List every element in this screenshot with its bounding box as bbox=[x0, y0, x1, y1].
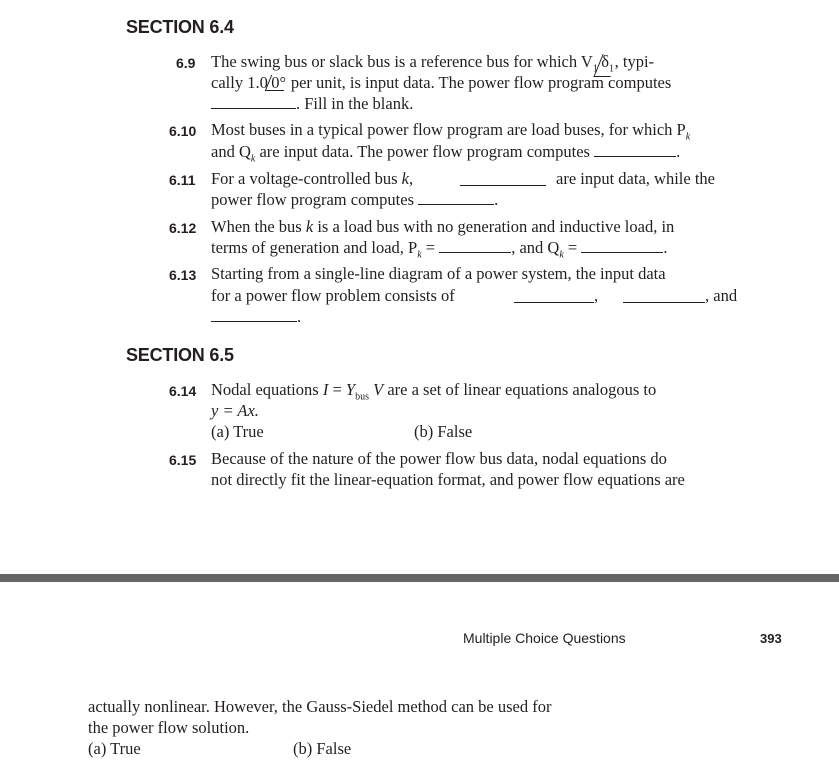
question-6-9-line-2: cally 1.0 0° per unit, is input data. The power flow program computes bbox=[211, 73, 672, 92]
question-6-11-line-1b: are input data, while the bbox=[556, 169, 715, 188]
comma: , bbox=[594, 286, 599, 305]
question-number-6-10: 6.10 bbox=[169, 123, 197, 139]
angle-symbol: $\delta_1$ bbox=[593, 54, 619, 77]
question-6-12-line-2: terms of generation and load, $P_k$ = , and $Q_k$ = . bbox=[211, 238, 668, 261]
option-a-true[interactable]: (a) True bbox=[88, 739, 141, 758]
question-6-13-line-1: Starting from a single-line diagram of a power system, the input data bbox=[211, 264, 666, 283]
section-6-5-heading: SECTION 6.5 bbox=[126, 345, 234, 365]
question-number-6-14: 6.14 bbox=[169, 383, 197, 399]
question-number-6-12: 6.12 bbox=[169, 220, 197, 236]
answer-blank bbox=[623, 302, 705, 303]
question-6-10-line-1: Most buses in a typical power flow program are load buses, for which $P_k$ bbox=[211, 120, 691, 143]
answer-blank bbox=[418, 190, 494, 205]
question-6-11-line-1a: For a voltage-controlled bus k, bbox=[211, 169, 414, 188]
answer-blank bbox=[514, 302, 594, 303]
question-6-14-line-1: Nodal equations $I = Y_{bus}$ V are a set of linear equations analogous to bbox=[211, 380, 657, 403]
question-6-9-line-3: . Fill in the blank. bbox=[211, 94, 413, 114]
question-number-6-15: 6.15 bbox=[169, 452, 197, 468]
angle-symbol: 0° bbox=[265, 75, 290, 91]
question-6-15-line-2: not directly fit the linear-equation format, and power flow equations are bbox=[211, 470, 685, 489]
answer-blank bbox=[581, 238, 663, 253]
question-6-14-line-2: y = Ax. bbox=[211, 401, 259, 420]
question-6-10-line-2: and $Q_k$ are input data. The power flow program computes . bbox=[211, 142, 681, 165]
option-b-false[interactable]: (b) False bbox=[414, 422, 473, 441]
and-text: , and bbox=[705, 286, 738, 305]
question-number-6-13: 6.13 bbox=[169, 267, 197, 283]
answer-blank bbox=[211, 94, 296, 109]
page-number: 393 bbox=[760, 631, 782, 646]
answer-blank bbox=[460, 185, 546, 186]
option-a-true[interactable]: (a) True bbox=[211, 422, 264, 441]
question-6-12-line-1: When the bus k is a load bus with no generation and inductive load, in bbox=[211, 217, 675, 236]
continued-line-1: actually nonlinear. However, the Gauss-Siedel method can be used for bbox=[88, 697, 552, 716]
question-6-13-line-2a: for a power flow problem consists of bbox=[211, 286, 455, 305]
continued-line-2: the power flow solution. bbox=[88, 718, 250, 737]
answer-blank bbox=[439, 238, 511, 253]
question-number-6-11: 6.11 bbox=[169, 172, 196, 188]
answer-blank bbox=[594, 142, 676, 157]
running-header-title: Multiple Choice Questions bbox=[463, 630, 626, 646]
question-number-6-9: 6.9 bbox=[176, 55, 196, 71]
question-6-9-line-1: The swing bus or slack bus is a reference bus for which $V_1$ $\delta_1$, typi- bbox=[211, 52, 654, 79]
question-6-13-line-3: . bbox=[211, 307, 301, 327]
page-divider bbox=[0, 574, 839, 582]
option-b-false[interactable]: (b) False bbox=[293, 739, 352, 758]
question-6-11-line-2: power flow program computes . bbox=[211, 190, 499, 209]
section-6-4-heading: SECTION 6.4 bbox=[126, 17, 234, 37]
answer-blank bbox=[211, 307, 297, 322]
question-6-15-line-1: Because of the nature of the power flow bus data, nodal equations do bbox=[211, 449, 667, 468]
